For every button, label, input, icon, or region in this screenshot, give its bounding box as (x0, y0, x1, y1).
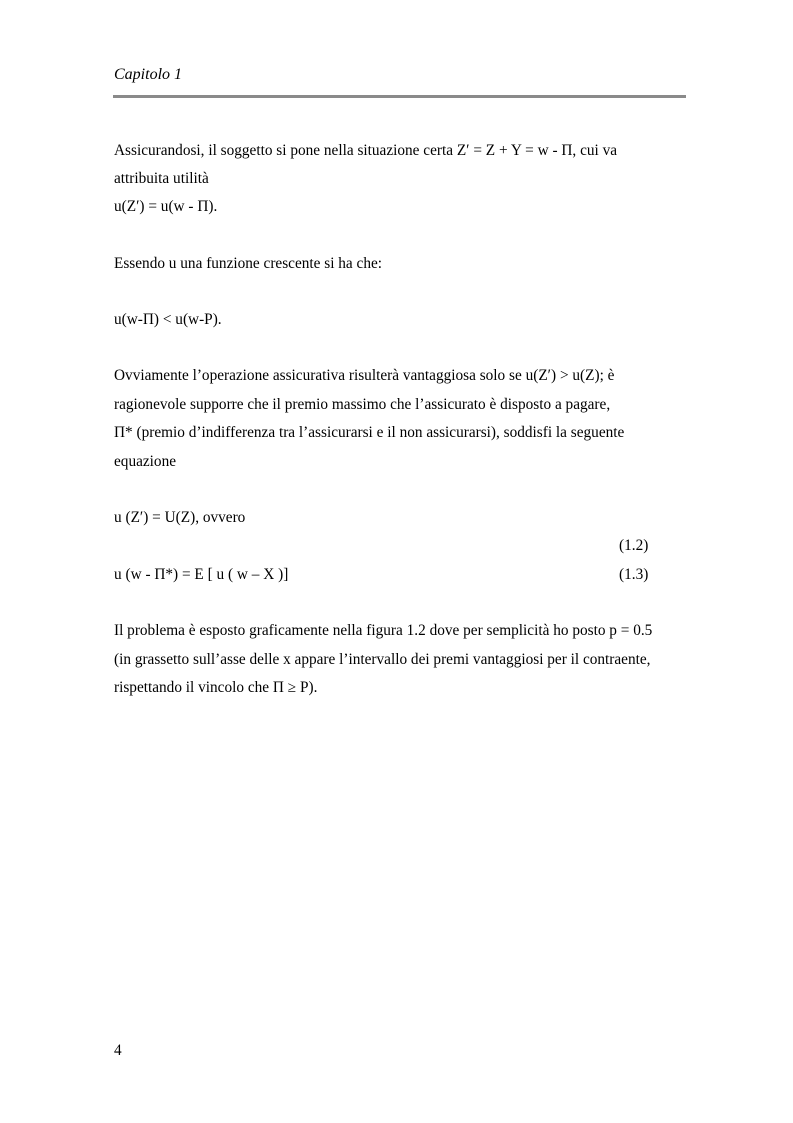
equation-number: (1.2) (619, 537, 649, 554)
paragraph-line: equazione (114, 453, 177, 470)
chapter-header: Capitolo 1 (114, 66, 183, 83)
paragraph-line: ragionevole supporre che il premio massimo che l’assicurato è disposto a pagare, (114, 396, 611, 413)
equation-line: u(w-Π) < u(w-P). (114, 311, 222, 328)
paragraph-line: Π* (premio d’indifferenza tra l’assicurarsi e il non assicurarsi), soddisfi la seguente (114, 424, 625, 441)
header-divider (113, 95, 686, 98)
equation-number: (1.3) (619, 566, 649, 583)
paragraph-line: Assicurandosi, il soggetto si pone nella situazione certa Z′ = Z + Y = w - Π, cui va (114, 142, 618, 159)
page-number: 4 (114, 1042, 122, 1059)
paragraph-line: Il problema è esposto graficamente nella figura 1.2 dove per semplicità ho posto p = 0.5 (114, 622, 653, 639)
paragraph-line: rispettando il vincolo che Π ≥ P). (114, 679, 318, 696)
paragraph-line: Ovviamente l’operazione assicurativa risulterà vantaggiosa solo se u(Z′) > u(Z); è (114, 367, 615, 384)
paragraph-line: Essendo u una funzione crescente si ha che: (114, 255, 383, 272)
equation-line: u (w - Π*) = E [ u ( w – X )] (114, 566, 289, 583)
paragraph-line: attribuita utilità (114, 170, 209, 187)
equation-line: u (Z′) = U(Z), ovvero (114, 509, 246, 526)
paragraph-line: (in grassetto sull’asse delle x appare l’intervallo dei premi vantaggiosi per il contraente, (114, 651, 651, 668)
equation-line: u(Z′) = u(w - Π). (114, 198, 218, 215)
